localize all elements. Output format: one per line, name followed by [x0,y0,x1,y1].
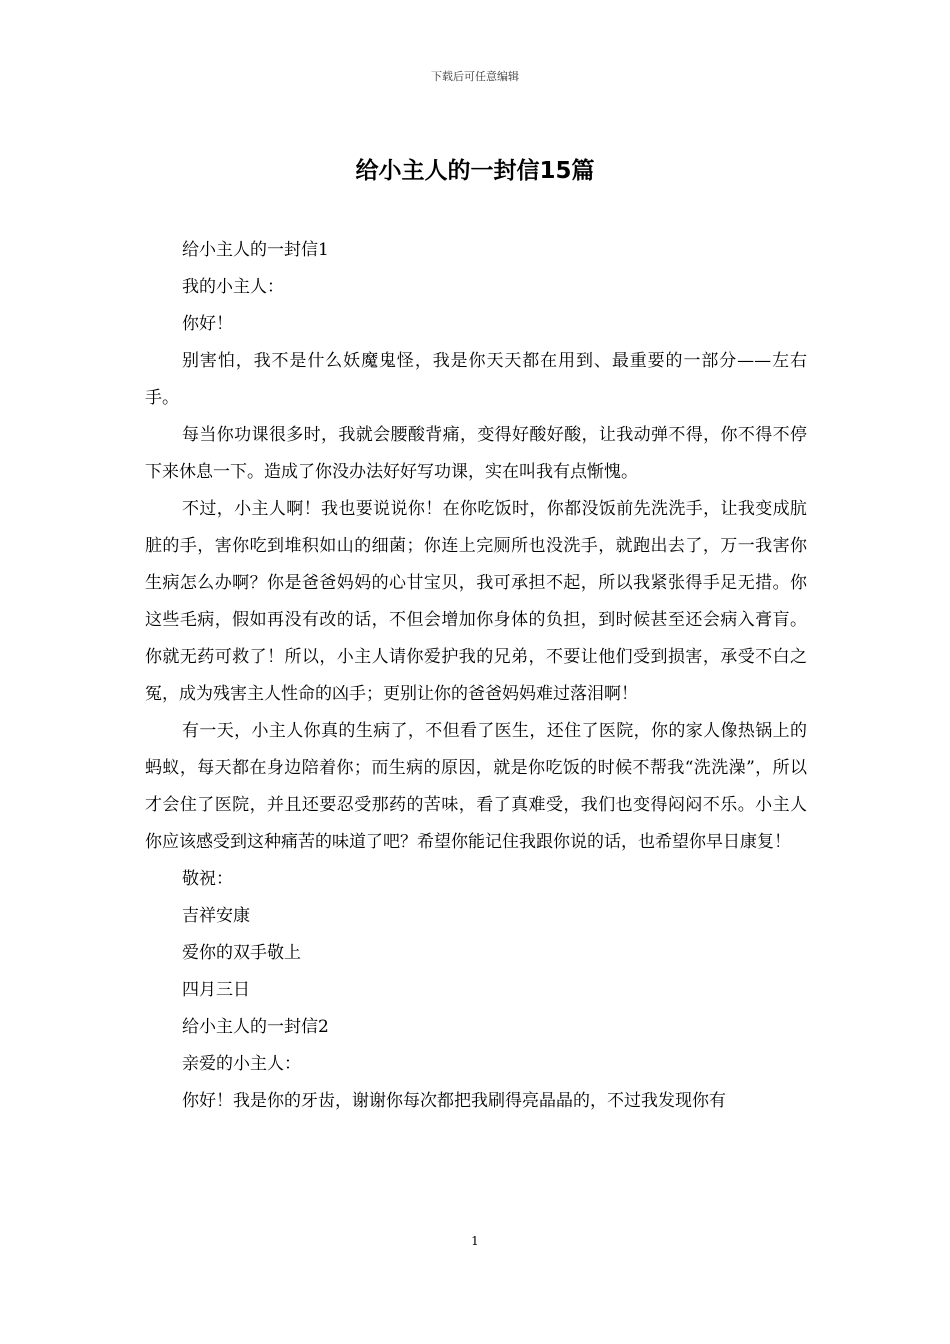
paragraph: 给小主人的一封信2 [182,1017,329,1037]
paragraph: 爱你的双手敬上 [182,943,301,963]
paragraph: 你好！ [182,314,233,334]
paragraph: 给小主人的一封信1 [182,240,329,260]
paragraph: 有一天，小主人你真的生病了，不但看了医生，还住了医院，你的家人像热锅上的蚂蚁，每天都在身边陪着你；而生病的原因，就是你吃饭的时候不帮我“洗洗澡”，所以才会住了医院，并且还要忍受那药的苦味，看了真难受，我们也变得闷闷不乐。小主人你应该感受到这种痛苦的味道了吧？希望你能记住我跟你说的话，也希望你早日康复！ [145,721,807,852]
paragraph: 我的小主人： [182,277,284,297]
document-title: 给小主人的一封信15篇 [355,158,595,184]
paragraph: 四月三日 [182,980,250,1000]
paragraph: 敬祝： [182,869,233,889]
paragraph: 亲爱的小主人： [182,1054,301,1074]
paragraph: 你好！我是你的牙齿，谢谢你每次都把我刷得亮晶晶的，不过我发现你有 [182,1091,726,1111]
paragraph: 别害怕，我不是什么妖魔鬼怪，我是你天天都在用到、最重要的一部分——左右手。 [145,351,807,408]
paragraph: 吉祥安康 [182,906,250,926]
document-body [145,232,807,1120]
page-number: 1 [471,1234,479,1248]
paragraph: 不过，小主人啊！我也要说说你！在你吃饭时，你都没饭前先洗洗手，让我变成肮脏的手，害你吃到堆积如山的细菌；你连上完厕所也没洗手，就跑出去了，万一我害你生病怎么办啊？你是爸爸妈妈的心甘宝贝，我可承担不起，所以我紧张得手足无措。你这些毛病，假如再没有改的话，不但会增加你身体的负担，到时候甚至还会病入膏肓。你就无药可救了！所以，小主人请你爱护我的兄弟，不要让他们受到损害，承受不白之冤，成为残害主人性命的凶手；更别让你的爸爸妈妈难过落泪啊！ [145,499,807,704]
paragraph: 每当你功课很多时，我就会腰酸背痛，变得好酸好酸，让我动弹不得，你不得不停下来休息一下。造成了你没办法好好写功课，实在叫我有点惭愧。 [145,425,807,482]
header-note: 下载后可任意编辑 [431,70,519,83]
